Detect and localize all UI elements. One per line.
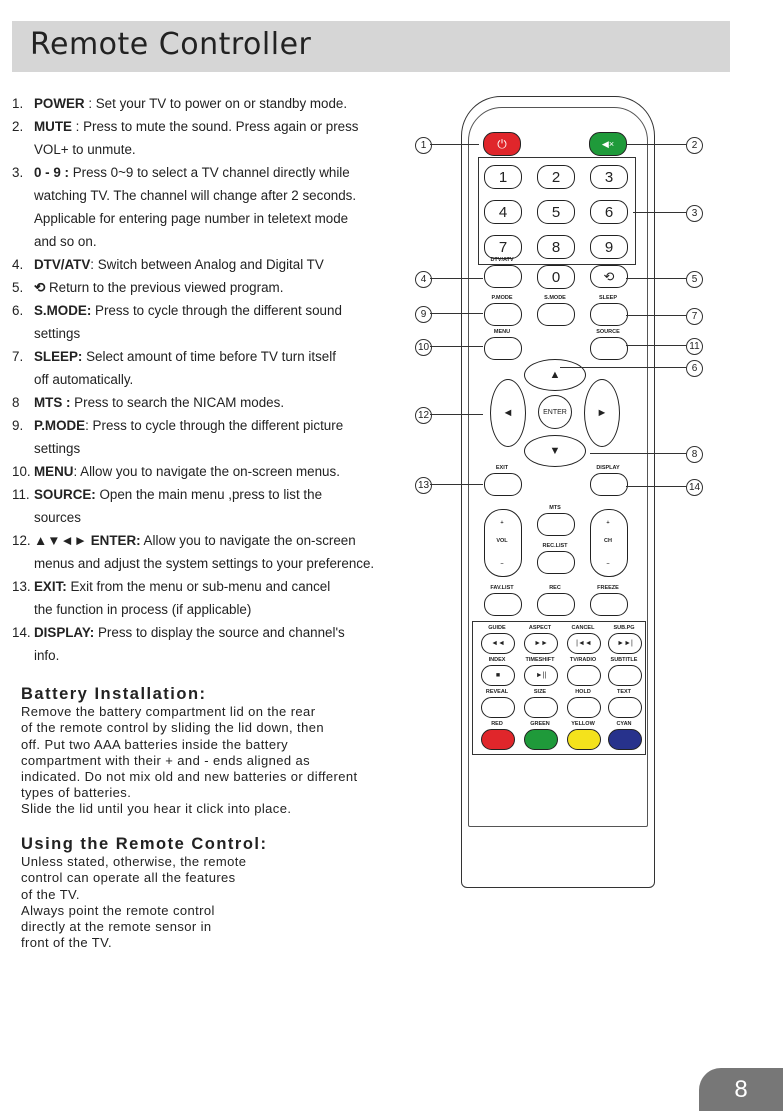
subtitle-label: SUBTITLE [610, 657, 638, 663]
digit-6-button[interactable]: 6 [590, 200, 628, 224]
battery-section [21, 686, 421, 818]
function-item [12, 414, 422, 460]
guide-label: GUIDE [488, 625, 506, 631]
reveal-label: REVEAL [485, 689, 509, 695]
digit-3-button[interactable]: 3 [590, 165, 628, 189]
item-text: : Press to mute the sound. Press again or press [71, 119, 359, 134]
green-button[interactable] [524, 729, 558, 750]
callout-line [590, 453, 686, 454]
item-number: 4. [12, 257, 24, 272]
using-text: Unless stated, otherwise, the remote control can operate all the features of the TV. Always point the remote control directly at the remote sensor in front of the TV. [21, 854, 247, 951]
item-number: 1. [12, 96, 24, 111]
callout-line [430, 484, 483, 485]
exit-label: EXIT [495, 465, 509, 471]
reclist-button[interactable] [537, 551, 575, 574]
callout-4: 4 [415, 271, 432, 288]
callout-line [626, 144, 686, 145]
item-key: MTS : [34, 395, 71, 410]
item-continuation: and so on. [34, 234, 97, 249]
item-continuation: info. [34, 648, 60, 663]
callout-line [560, 367, 686, 368]
text-label: TEXT [616, 689, 632, 695]
left-button[interactable]: ◄ [490, 379, 526, 447]
callout-7: 7 [686, 308, 703, 325]
item-continuation: menus and adjust the system settings to your preference. [34, 556, 375, 571]
favlist-label: FAV.LIST [490, 585, 514, 591]
item-key: S.MODE: [34, 303, 92, 318]
item-continuation: VOL+ to unmute. [34, 142, 136, 157]
dtv-atv-button[interactable] [484, 265, 522, 288]
item-number: 9. [12, 418, 24, 433]
item-key: SOURCE: [34, 487, 96, 502]
callout-5: 5 [686, 271, 703, 288]
reclist-label: REC.LIST [542, 543, 568, 549]
digit-2-button[interactable]: 2 [537, 165, 575, 189]
callout-3: 3 [686, 205, 703, 222]
mts-button[interactable] [537, 513, 575, 536]
item-text: : Switch between Analog and Digital TV [90, 257, 324, 272]
callout-8: 8 [686, 446, 703, 463]
dtv-label: DTV/ATV [490, 257, 514, 263]
function-item [12, 115, 422, 161]
down-button[interactable]: ▼ [524, 435, 586, 467]
tvradio-button[interactable] [567, 665, 601, 686]
item-text: Press to search the NICAM modes. [70, 395, 285, 410]
item-text: Return to the previous viewed program. [45, 280, 284, 295]
vol-minus: – [500, 561, 504, 567]
index-label: INDEX [488, 657, 506, 663]
guide-button[interactable]: ◄◄ [481, 633, 515, 654]
item-text: Exit from the menu or sub-menu and cancel [66, 579, 331, 594]
item-number: 11. [12, 487, 30, 502]
hold-button[interactable] [567, 697, 601, 718]
tvradio-label: TV/RADIO [569, 657, 597, 663]
item-continuation: settings [34, 326, 81, 341]
item-key: EXIT: [34, 579, 67, 594]
red-button[interactable] [481, 729, 515, 750]
item-number: 5. [12, 280, 24, 295]
freeze-label: FREEZE [597, 585, 619, 591]
vol-plus: + [500, 520, 504, 526]
function-item [12, 621, 422, 667]
function-item [12, 529, 422, 575]
up-button[interactable]: ▲ [524, 359, 586, 391]
subpg-label: SUB.PG [613, 625, 635, 631]
callout-2: 2 [686, 137, 703, 154]
callout-line [430, 414, 483, 415]
item-text: Open the main menu ,press to list the [95, 487, 323, 502]
item-continuation: settings [34, 441, 81, 456]
function-item [12, 299, 422, 345]
smode-label: S.MODE [544, 295, 566, 301]
exit-button[interactable] [484, 473, 522, 496]
item-continuation: off automatically. [34, 372, 134, 387]
aspect-label: ASPECT [528, 625, 552, 631]
rec-label: REC [549, 585, 561, 591]
item-number: 3. [12, 165, 24, 180]
function-item [12, 483, 422, 529]
digit-1-button[interactable]: 1 [484, 165, 522, 189]
function-item [12, 253, 422, 276]
item-key: MUTE [34, 119, 72, 134]
index-button[interactable]: ■ [481, 665, 515, 686]
display-label: DISPLAY [596, 465, 620, 471]
return-button[interactable]: ⟲ [590, 265, 628, 288]
source-button[interactable] [590, 337, 628, 360]
page-title: Remote Controller [30, 27, 312, 62]
callout-10: 10 [415, 339, 432, 356]
callout-line [626, 486, 686, 487]
subtitle-button[interactable] [608, 665, 642, 686]
item-continuation: watching TV. The channel will change after 2 seconds. [34, 188, 357, 203]
function-list [12, 92, 422, 667]
pmode-button[interactable] [484, 303, 522, 326]
freeze-button[interactable] [590, 593, 628, 616]
item-text: Press to cycle through the different sound [91, 303, 342, 318]
digit-8-button[interactable]: 8 [537, 235, 575, 259]
smode-button[interactable] [537, 303, 575, 326]
size-button[interactable] [524, 697, 558, 718]
callout-6: 6 [686, 360, 703, 377]
ch-label: CH [604, 538, 612, 544]
function-item [12, 92, 422, 115]
function-item [12, 391, 422, 414]
function-item [12, 575, 422, 621]
timeshift-button[interactable]: ►|| [524, 665, 558, 686]
right-button[interactable]: ► [584, 379, 620, 447]
hold-label: HOLD [575, 689, 591, 695]
item-number: 8 [12, 395, 20, 410]
remote-illustration [461, 96, 655, 888]
red-label: RED [491, 721, 503, 727]
function-item [12, 460, 422, 483]
item-text: : Allow you to navigate the on-screen menus. [73, 464, 340, 479]
sleep-button[interactable] [590, 303, 628, 326]
callout-line [430, 346, 483, 347]
power-button[interactable]: ⏻ [483, 132, 521, 156]
mts-label: MTS [549, 505, 561, 511]
using-section [21, 836, 421, 951]
menu-button[interactable] [484, 337, 522, 360]
using-title: Using the Remote Control: [21, 835, 268, 853]
digit-7-button[interactable]: 7 [484, 235, 522, 259]
function-item [12, 276, 422, 299]
item-number: 10. [12, 464, 31, 479]
yellow-label: YELLOW [571, 721, 595, 727]
item-number: 12. [12, 533, 31, 548]
item-key: POWER [34, 96, 85, 111]
callout-line [430, 144, 479, 145]
yellow-button[interactable] [567, 729, 601, 750]
cyan-label: CYAN [616, 721, 632, 727]
page-header [12, 21, 730, 72]
battery-title: Battery Installation: [21, 685, 207, 703]
callout-12: 12 [415, 407, 432, 424]
page-number: 8 [699, 1068, 783, 1111]
item-key: SLEEP: [34, 349, 83, 364]
callout-1: 1 [415, 137, 432, 154]
item-text: Press to display the source and channel's [94, 625, 345, 640]
aspect-button[interactable]: ►► [524, 633, 558, 654]
pmode-label: P.MODE [491, 295, 513, 301]
reveal-button[interactable] [481, 697, 515, 718]
item-key: P.MODE [34, 418, 86, 433]
item-number: 6. [12, 303, 24, 318]
item-number: 7. [12, 349, 24, 364]
menu-label: MENU [493, 329, 511, 335]
callout-line [626, 278, 686, 279]
item-key: DTV/ATV [34, 257, 91, 272]
callout-9: 9 [415, 306, 432, 323]
favlist-button[interactable] [484, 593, 522, 616]
digit-0-button[interactable]: 0 [537, 265, 575, 289]
mute-button[interactable]: ◀× [589, 132, 627, 156]
item-key: ⟲ [34, 280, 46, 295]
source-label: SOURCE [596, 329, 620, 335]
callout-line [626, 315, 686, 316]
cyan-button[interactable] [608, 729, 642, 750]
callout-line [626, 345, 686, 346]
item-key: 0 - 9 : [34, 165, 69, 180]
item-continuation: sources [34, 510, 81, 525]
digit-5-button[interactable]: 5 [537, 200, 575, 224]
callout-line [633, 212, 686, 213]
item-text: Select amount of time before TV turn itself [82, 349, 336, 364]
cancel-label: CANCEL [571, 625, 595, 631]
cancel-button[interactable]: |◄◄ [567, 633, 601, 654]
callout-line [430, 278, 483, 279]
text-button[interactable] [608, 697, 642, 718]
enter-button[interactable]: ENTER [538, 395, 572, 429]
item-number: 14. [12, 625, 31, 640]
item-text: Allow you to navigate the on-screen [140, 533, 356, 548]
item-key: ▲▼◄► ENTER: [34, 533, 141, 548]
rec-button[interactable] [537, 593, 575, 616]
callout-line [430, 313, 483, 314]
item-text: : Press to cycle through the different picture [85, 418, 344, 433]
callout-14: 14 [686, 479, 703, 496]
ch-minus: – [606, 561, 610, 567]
function-item [12, 345, 422, 391]
item-key: DISPLAY: [34, 625, 95, 640]
battery-text: Remove the battery compartment lid on the rear of the remote control by sliding the lid down, then off. Put two AAA batteries inside the battery compartment with their + and - ends aligned as indicated. Do not mix old and new batteries or different types of batteries. Slide the lid until you hear it click into place. [21, 704, 358, 817]
digit-4-button[interactable]: 4 [484, 200, 522, 224]
item-number: 2. [12, 119, 24, 134]
green-label: GREEN [530, 721, 550, 727]
function-item [12, 161, 422, 253]
ch-plus: + [606, 520, 610, 526]
item-text: : Set your TV to power on or standby mode. [84, 96, 348, 111]
callout-13: 13 [415, 477, 432, 494]
digit-9-button[interactable]: 9 [590, 235, 628, 259]
timeshift-label: TIMESHIFT [525, 657, 555, 663]
item-continuation: the function in process (if applicable) [34, 602, 252, 617]
item-continuation: Applicable for entering page number in teletext mode [34, 211, 349, 226]
item-text: Press 0~9 to select a TV channel directly while [68, 165, 350, 180]
size-label: SIZE [533, 689, 547, 695]
item-number: 13. [12, 579, 31, 594]
display-button[interactable] [590, 473, 628, 496]
sleep-label: SLEEP [598, 295, 618, 301]
vol-label: VOL [496, 538, 508, 544]
item-key: MENU [34, 464, 74, 479]
callout-11: 11 [686, 338, 703, 355]
subpg-button[interactable]: ►►| [608, 633, 642, 654]
